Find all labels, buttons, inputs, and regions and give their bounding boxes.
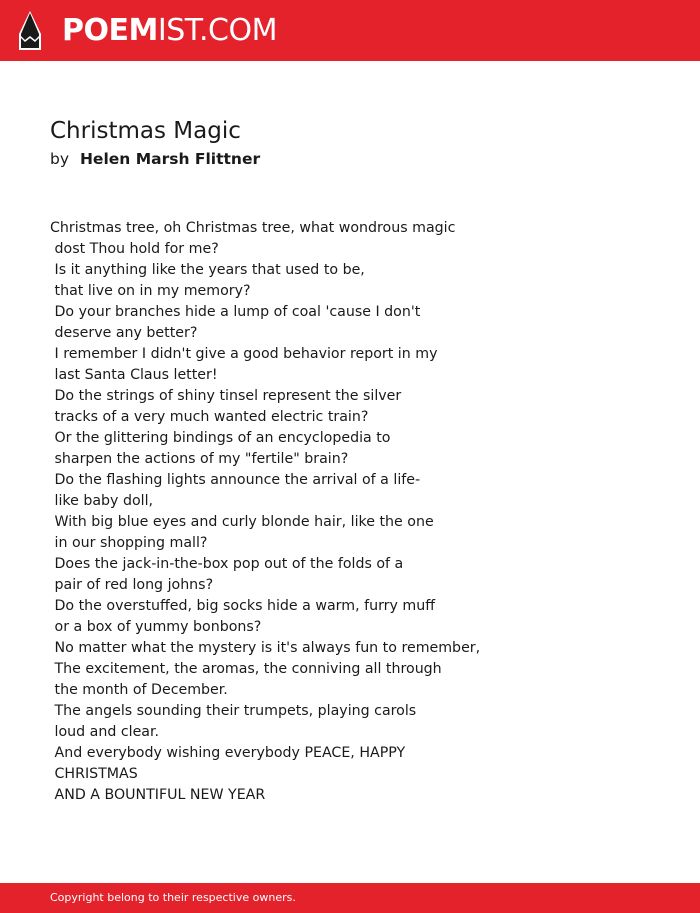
byline bbox=[50, 148, 260, 170]
logo-light-text: IST.COM bbox=[157, 13, 277, 48]
poem-line: Do the flashing lights announce the arrival of a life- bbox=[50, 472, 421, 488]
poem-body bbox=[50, 218, 660, 806]
poem-line: last Santa Claus letter! bbox=[50, 367, 218, 383]
poem-line: Is it anything like the years that used to be, bbox=[50, 262, 365, 278]
poem-line: loud and clear. bbox=[50, 724, 160, 740]
poem-line: Do your branches hide a lump of coal 'cause I don't bbox=[50, 304, 421, 320]
author-name: Helen Marsh Flittner bbox=[79, 150, 261, 168]
poem-line: Does the jack-in-the-box pop out of the folds of a bbox=[50, 556, 404, 572]
poem-line: CHRISTMAS bbox=[50, 766, 138, 782]
poem-line: dost Thou hold for me? bbox=[50, 241, 219, 257]
poem-line: deserve any better? bbox=[50, 325, 198, 341]
poem-line: No matter what the mystery is it's always fun to remember, bbox=[50, 640, 481, 656]
site-header bbox=[0, 0, 700, 61]
poem-title: Christmas Magic bbox=[50, 118, 241, 144]
poem-line: like baby doll, bbox=[50, 493, 154, 509]
by-label: by bbox=[50, 150, 70, 168]
poem-line: AND A BOUNTIFUL NEW YEAR bbox=[50, 787, 266, 803]
logo-bold-text: POEM bbox=[62, 13, 158, 48]
poem-line: pair of red long johns? bbox=[50, 577, 214, 593]
poem-line: the month of December. bbox=[50, 682, 228, 698]
poem-line: The excitement, the aromas, the conniving all through bbox=[50, 661, 442, 677]
poem-line: With big blue eyes and curly blonde hair, like the one bbox=[50, 514, 434, 530]
poem-line: in our shopping mall? bbox=[50, 535, 208, 551]
poem-line: And everybody wishing everybody PEACE, HAPPY bbox=[50, 745, 406, 761]
site-logo[interactable] bbox=[62, 13, 277, 49]
copyright-text: Copyright belong to their respective owners. bbox=[50, 891, 296, 904]
poem-line: Christmas tree, oh Christmas tree, what wondrous magic bbox=[50, 220, 456, 236]
poem-line: Do the overstuffed, big socks hide a warm, furry muff bbox=[50, 598, 435, 614]
poem-line: Or the glittering bindings of an encyclopedia to bbox=[50, 430, 391, 446]
poem-line: or a box of yummy bonbons? bbox=[50, 619, 262, 635]
poem-line: tracks of a very much wanted electric train? bbox=[50, 409, 369, 425]
pencil-tip-icon[interactable] bbox=[18, 10, 42, 51]
poem-line: sharpen the actions of my "fertile" brain? bbox=[50, 451, 349, 467]
poem-line: Do the strings of shiny tinsel represent the silver bbox=[50, 388, 402, 404]
poem-line: The angels sounding their trumpets, playing carols bbox=[50, 703, 417, 719]
poem-line: that live on in my memory? bbox=[50, 283, 251, 299]
poem-line: I remember I didn't give a good behavior report in my bbox=[50, 346, 438, 362]
site-footer bbox=[0, 883, 700, 913]
